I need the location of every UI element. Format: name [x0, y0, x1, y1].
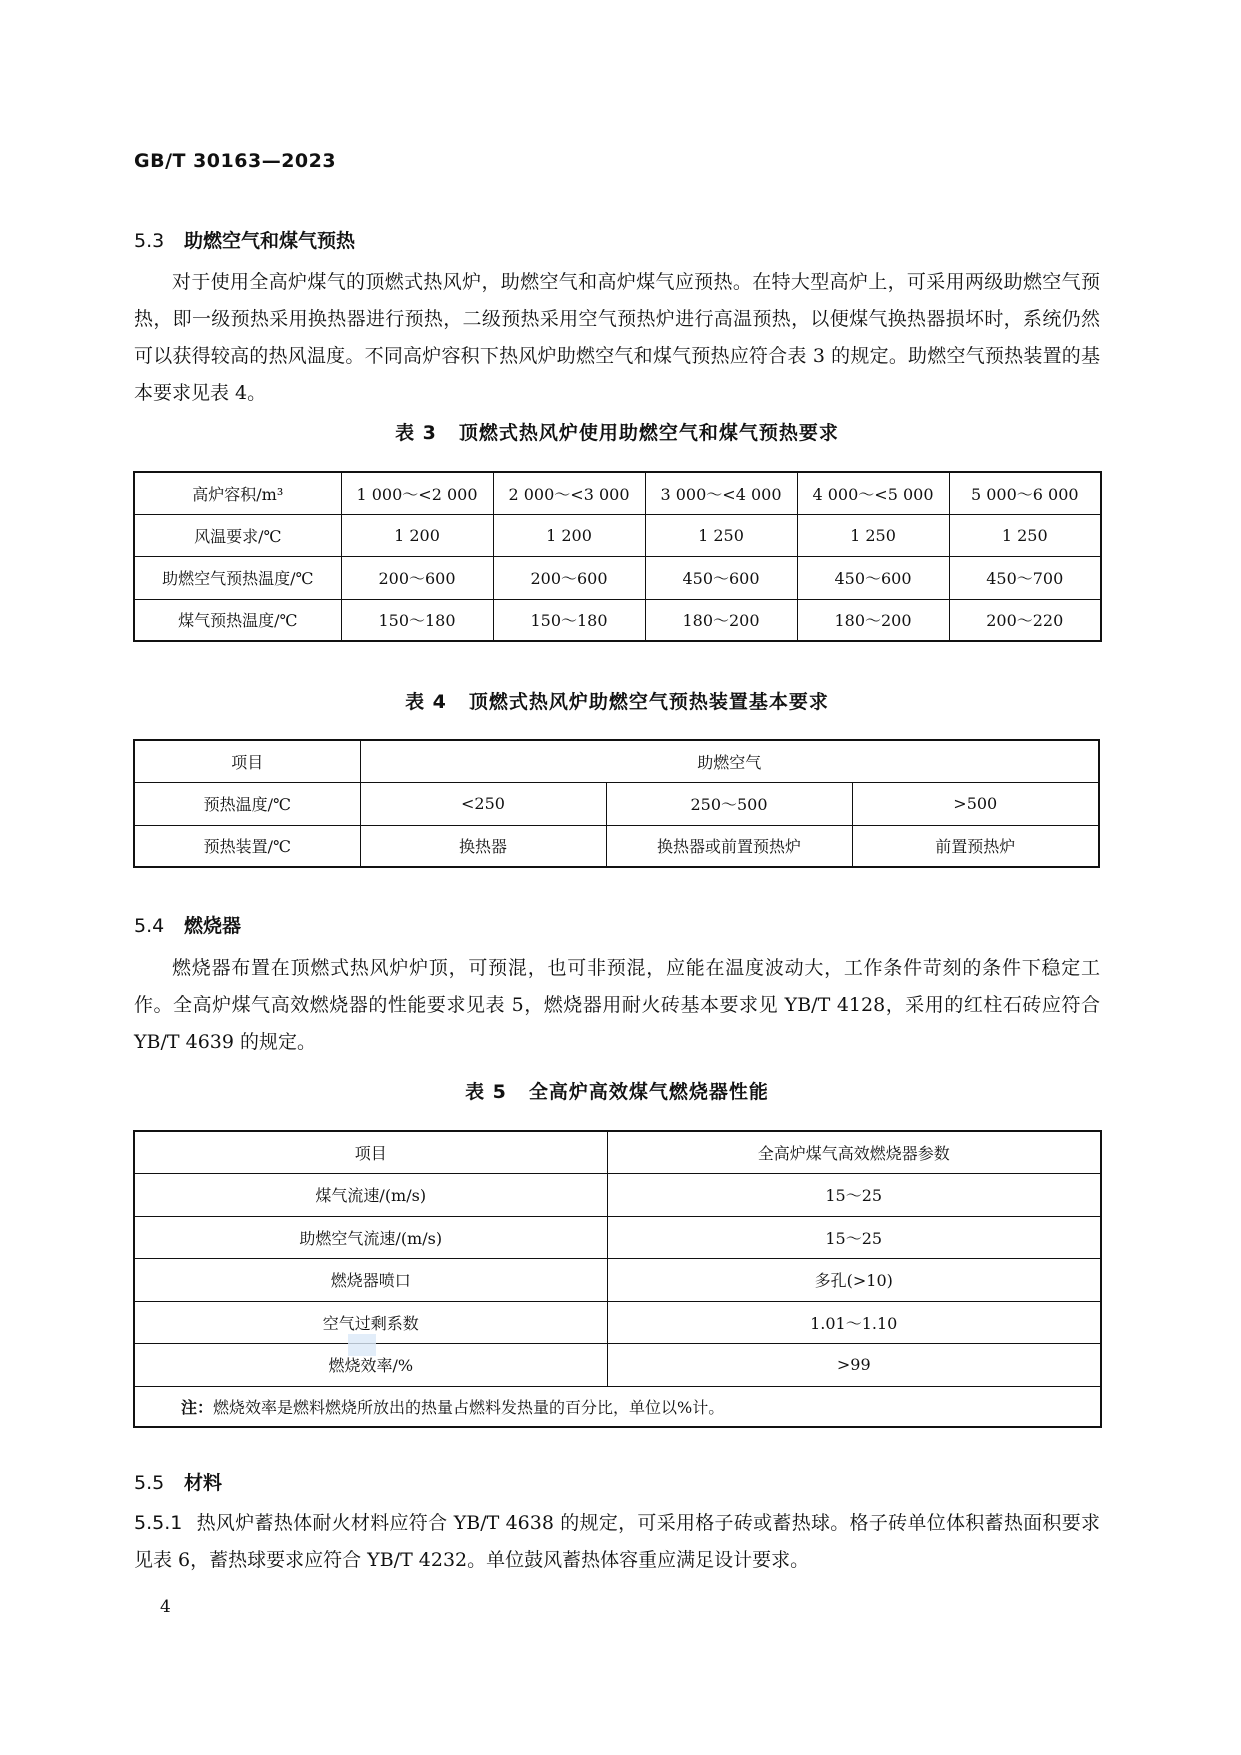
table-note-row [134, 1386, 1101, 1427]
page-number: 4 [160, 1597, 171, 1617]
table-cell: 预热温度/℃ [134, 782, 360, 825]
table-cell: 高炉容积/m³ [134, 472, 341, 514]
table-title: 顶燃式热风炉助燃空气预热装置基本要求 [468, 691, 829, 713]
table-row [134, 1216, 1101, 1258]
table-cell: 1 250 [645, 514, 797, 556]
table-number: 表 5 [465, 1081, 507, 1103]
subsection-number: 5.5.1 [134, 1512, 183, 1534]
table-cell: 2 000～<3 000 [493, 472, 645, 514]
table-row [134, 782, 1099, 825]
table-cell: 空气过剩系数 [134, 1301, 607, 1343]
table-cell: 全高炉煤气高效燃烧器参数 [607, 1131, 1101, 1173]
section-5-5-heading [134, 1468, 222, 1495]
table-cell: 煤气流速/(m/s) [134, 1173, 607, 1216]
table-cell: 150～180 [341, 599, 493, 641]
table-cell: 15～25 [607, 1173, 1101, 1216]
table-cell: 1.01～1.10 [607, 1301, 1101, 1343]
watermark [348, 1334, 376, 1356]
table-cell: >500 [852, 782, 1099, 825]
table-cell: 项目 [134, 1131, 607, 1173]
table-cell: 风温要求/℃ [134, 514, 341, 556]
table-cell: 多孔(>10) [607, 1258, 1101, 1301]
table-cell: 3 000～<4 000 [645, 472, 797, 514]
table-cell: 200～220 [949, 599, 1101, 641]
table-cell: 4 000～<5 000 [797, 472, 949, 514]
table-cell: 项目 [134, 740, 360, 782]
table-row [134, 740, 1099, 782]
table-cell: 5 000～6 000 [949, 472, 1101, 514]
table-cell: 180～200 [645, 599, 797, 641]
section-5-4-heading [134, 911, 241, 938]
note-label: 注： [181, 1397, 214, 1417]
table-cell: 前置预热炉 [852, 825, 1099, 867]
table-cell: 200～600 [493, 556, 645, 599]
table-cell: 1 200 [493, 514, 645, 556]
table-row [134, 1301, 1101, 1343]
table-cell: 150～180 [493, 599, 645, 641]
subsection-text: 热风炉蓄热体耐火材料应符合 YB/T 4638 的规定，可采用格子砖或蓄热球。格子砖单位体积蓄热面积要求见表 6，蓄热球要求应符合 YB/T 4232。单位鼓风蓄热体容重应满足设计要求。 [134, 1512, 1100, 1571]
table-cell: <250 [360, 782, 606, 825]
table-title: 全高炉高效煤气燃烧器性能 [528, 1081, 769, 1103]
table-row [134, 599, 1101, 641]
table-cell: 1 200 [341, 514, 493, 556]
table-cell: 1 000～<2 000 [341, 472, 493, 514]
table-row [134, 825, 1099, 867]
table-row [134, 1173, 1101, 1216]
table-note [134, 1386, 1101, 1427]
table-cell: 预热装置/℃ [134, 825, 360, 867]
section-number: 5.4 [134, 915, 165, 937]
note-text: 燃烧效率是燃料燃烧所放出的热量占燃料发热量的百分比，单位以%计。 [213, 1397, 725, 1417]
table-cell: 助燃空气 [360, 740, 1099, 782]
section-5-3-paragraph: 对于使用全高炉煤气的顶燃式热风炉，助燃空气和高炉煤气应预热。在特大型高炉上，可采用两级助燃空气预热，即一级预热采用换热器进行预热，二级预热采用空气预热炉进行高温预热，以便煤气换热器损坏时，系统仍然可以获得较高的热风温度。不同高炉容积下热风炉助燃空气和煤气预热应符合表 3 的规定。助燃空气预热装置的基本要求见表 4。 [134, 271, 1100, 404]
table-cell: 煤气预热温度/℃ [134, 599, 341, 641]
section-5-3-heading [134, 226, 355, 253]
table-cell: 1 250 [797, 514, 949, 556]
table-4 [133, 739, 1100, 868]
table-cell: 换热器或前置预热炉 [606, 825, 852, 867]
table-row [134, 556, 1101, 599]
table-3-caption [134, 418, 1100, 445]
table-cell: 15～25 [607, 1216, 1101, 1258]
table-3 [133, 471, 1102, 642]
section-number: 5.5 [134, 1472, 165, 1494]
section-title: 燃烧器 [184, 915, 242, 937]
table-cell: 燃烧器喷口 [134, 1258, 607, 1301]
table-row [134, 472, 1101, 514]
table-row [134, 1343, 1101, 1386]
table-cell: 助燃空气流速/(m/s) [134, 1216, 607, 1258]
table-cell: 燃烧效率/% [134, 1343, 607, 1386]
table-cell: 换热器 [360, 825, 606, 867]
section-5-4-paragraph: 燃烧器布置在顶燃式热风炉炉顶，可预混，也可非预混，应能在温度波动大，工作条件苛刻的条件下稳定工作。全高炉煤气高效燃烧器的性能要求见表 5，燃烧器用耐火砖基本要求见 YB/T 4128，采用的红柱石砖应符合 YB/T 4639 的规定。 [134, 957, 1100, 1053]
table-cell: 助燃空气预热温度/℃ [134, 556, 341, 599]
table-row [134, 514, 1101, 556]
standard-code: GB/T 30163—2023 [134, 150, 337, 172]
table-row [134, 1258, 1101, 1301]
section-5-5-1-paragraph [134, 1505, 1100, 1579]
section-title: 助燃空气和煤气预热 [184, 230, 356, 252]
table-number: 表 3 [395, 422, 437, 444]
table-5-caption [134, 1077, 1100, 1104]
table-cell: 180～200 [797, 599, 949, 641]
table-5 [133, 1130, 1102, 1428]
table-title: 顶燃式热风炉使用助燃空气和煤气预热要求 [458, 422, 839, 444]
section-number: 5.3 [134, 230, 165, 252]
table-cell: 250～500 [606, 782, 852, 825]
table-cell: >99 [607, 1343, 1101, 1386]
table-cell: 1 250 [949, 514, 1101, 556]
table-4-caption [134, 687, 1100, 714]
table-number: 表 4 [405, 691, 447, 713]
table-cell: 450～600 [645, 556, 797, 599]
table-cell: 450～600 [797, 556, 949, 599]
table-cell: 450～700 [949, 556, 1101, 599]
table-row [134, 1131, 1101, 1173]
section-title: 材料 [184, 1472, 223, 1494]
table-cell: 200～600 [341, 556, 493, 599]
